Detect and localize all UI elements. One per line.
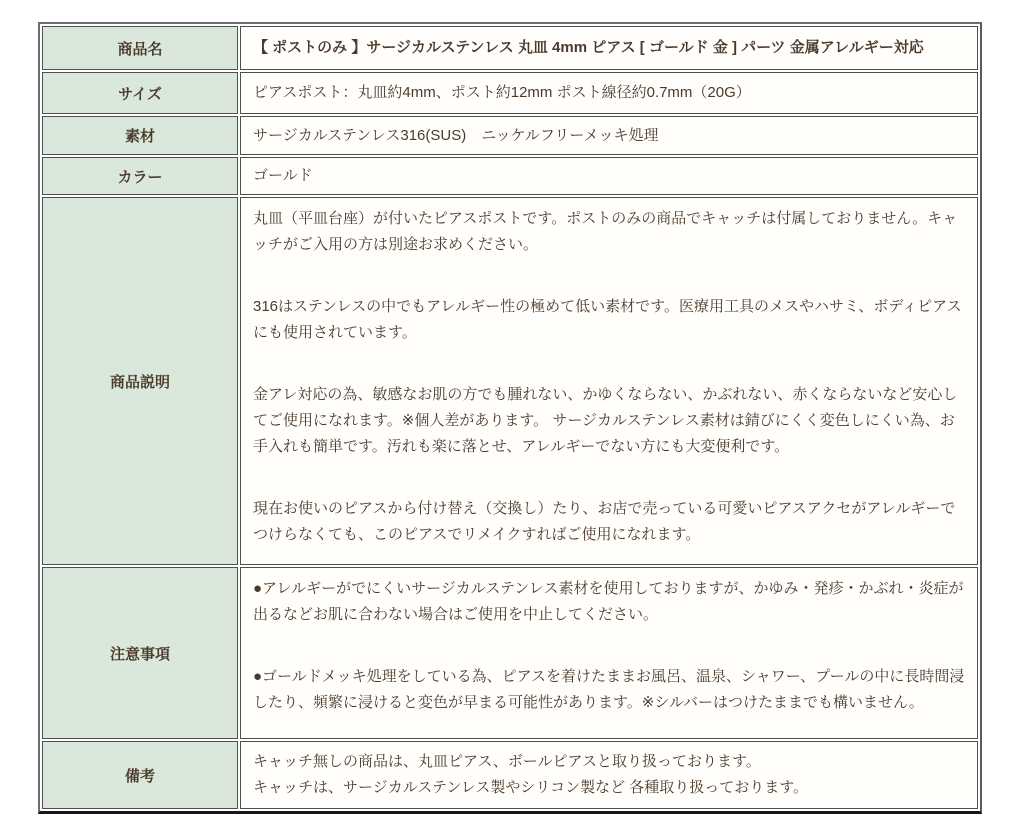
size-value: ピアスポスト：丸皿約4mm、ポスト約12mm ポスト線径約0.7mm（20G） (240, 72, 978, 114)
precautions-value (240, 567, 978, 739)
product-name-value: 【 ポストのみ 】サージカルステンレス 丸皿 4mm ピアス [ ゴールド 金 ] パーツ 金属アレルギー対応 (240, 26, 978, 70)
description-paragraph: 316はステンレスの中でもアレルギー性の極めて低い素材です。医療用工具のメスやハサミ、ボディピアスにも使用されています。 (253, 298, 962, 341)
description-paragraph: 現在お使いのピアスから付け替え（交換し）たり、お店で売っている可愛いピアスアクセがアレルギーでつけらなくても、このピアスでリメイクすればご使用になれます。 (253, 500, 956, 543)
remarks-value (240, 741, 978, 809)
remarks-line: キャッチ無しの商品は、丸皿ピアス、ボールピアスと取り扱っております。 (253, 753, 761, 770)
precautions-label: 注意事項 (42, 567, 238, 739)
remarks-line: キャッチは、サージカルステンレス製やシリコン製など 各種取り扱っております。 (253, 779, 809, 796)
size-label: サイズ (42, 72, 238, 114)
description-paragraph: 金アレ対応の為、敏感なお肌の方でも腫れない、かゆくならない、かぶれない、赤くならないなど安心してご使用になれます。※個人差があります。 サージカルステンレス素材は錆びにくく変色しにくい為、お手入れも簡単です。汚れも楽に落とせ、アレルギーでない方にも大変便利です。 (253, 386, 958, 455)
color-value: ゴールド (240, 157, 978, 195)
product-name-label: 商品名 (42, 26, 238, 70)
row-remarks (42, 741, 978, 809)
color-label: カラー (42, 157, 238, 195)
row-material (42, 116, 978, 155)
product-spec-section (38, 22, 982, 814)
material-value: サージカルステンレス316(SUS) ニッケルフリーメッキ処理 (240, 116, 978, 155)
row-size (42, 72, 978, 114)
row-color (42, 157, 978, 195)
material-label: 素材 (42, 116, 238, 155)
precaution-item: ●アレルギーがでにくいサージカルステンレス素材を使用しておりますが、かゆみ・発疹・かぶれ・炎症が出るなどお肌に合わない場合はご使用を中止してください。 (253, 580, 964, 623)
description-label: 商品説明 (42, 197, 238, 565)
row-precautions (42, 567, 978, 739)
row-product-name (42, 26, 978, 70)
remarks-label: 備考 (42, 741, 238, 809)
row-description (42, 197, 978, 565)
precaution-item: ●ゴールドメッキ処理をしている為、ピアスを着けたままお風呂、温泉、シャワー、プールの中に長時間浸したり、頻繁に浸けると変色が早まる可能性があります。※シルバーはつけたままでも構いません。 (253, 668, 965, 711)
product-spec-table (38, 22, 982, 814)
description-paragraph: 丸皿（平皿台座）が付いたピアスポストです。ポストのみの商品でキャッチは付属しておりません。キャッチがご入用の方は別途お求めください。 (253, 210, 958, 253)
description-value (240, 197, 978, 565)
